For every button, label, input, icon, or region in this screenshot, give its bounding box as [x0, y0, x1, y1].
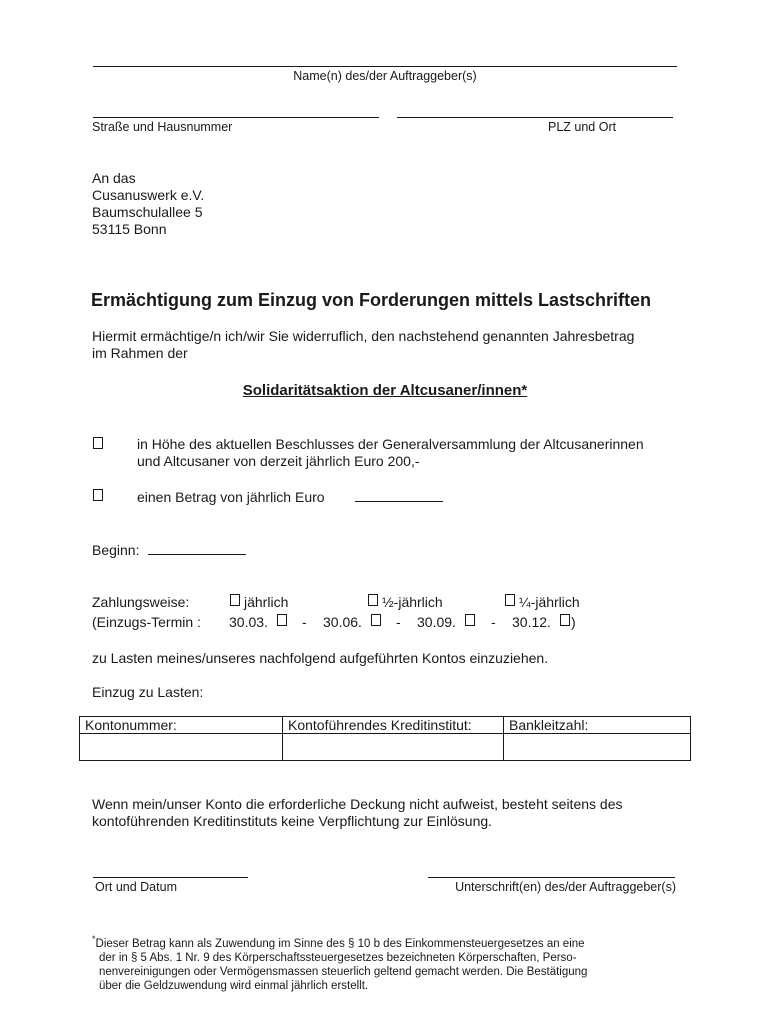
bank-code-header: Bankleitzahl:: [504, 717, 691, 734]
term-date-4: 30.12.: [512, 614, 551, 630]
name-line: [93, 66, 677, 67]
account-table: [79, 716, 691, 761]
intro-text: [92, 328, 634, 362]
footnote-line-3: nenvereinigungen oder Vermögensmassen steuerlich geltend gemacht werden. Die Bestätigung: [99, 965, 588, 978]
intro-line-2: im Rahmen der: [92, 345, 188, 361]
account-number-field[interactable]: [80, 734, 283, 761]
address-line-2: Cusanuswerk e.V.: [92, 187, 205, 203]
custom-amount-field[interactable]: [355, 487, 443, 502]
payment-half-yearly-checkbox[interactable]: [368, 594, 378, 606]
term-sep-3: -: [491, 614, 496, 630]
coverage-line-2: kontoführenden Kreditinstituts keine Verpflichtung zur Einlösung.: [92, 813, 493, 829]
option-current-amount-text: [137, 436, 644, 470]
payment-quarterly-checkbox[interactable]: [505, 594, 515, 606]
account-table-value-row: [80, 734, 691, 761]
footnote-line-1: Dieser Betrag kann als Zuwendung im Sinne des § 10 b des Einkommensteuergesetzes an eine: [95, 937, 585, 950]
campaign-subtitle: Solidaritätsaktion der Altcusaner/innen*: [242, 382, 528, 399]
term-date-3: 30.09.: [417, 614, 456, 630]
start-label: Beginn:: [92, 542, 140, 558]
term-date-2: 30.06.: [323, 614, 362, 630]
term-close: ): [571, 614, 576, 630]
term-label: (Einzugs-Termin :: [92, 614, 201, 630]
plz-line: [397, 117, 673, 118]
street-line: [93, 117, 379, 118]
signature-label: Unterschrift(en) des/der Auftraggeber(s): [455, 880, 676, 894]
start-date-field[interactable]: [148, 540, 246, 555]
term-date-1-checkbox[interactable]: [277, 614, 287, 626]
option1-line-1: in Höhe des aktuellen Beschlusses der Generalversammlung der Altcusanerinnen: [137, 436, 644, 452]
debit-from-label: Einzug zu Lasten:: [92, 684, 204, 700]
payment-half-yearly-label: ½-jährlich: [382, 594, 443, 610]
payment-quarterly-label: ¼-jährlich: [519, 594, 580, 610]
option-custom-amount-label: einen Betrag von jährlich Euro: [137, 489, 325, 505]
term-date-1: 30.03.: [229, 614, 268, 630]
term-date-2-checkbox[interactable]: [371, 614, 381, 626]
document-title: Ermächtigung zum Einzug von Forderungen mittels Lastschriften: [91, 290, 652, 310]
payment-yearly-label: jährlich: [244, 594, 289, 610]
name-label: Name(n) des/der Auftraggeber(s): [293, 69, 477, 83]
place-date-label: Ort und Datum: [95, 880, 177, 894]
term-sep-1: -: [302, 614, 307, 630]
footnote-line-4: über die Geldzuwendung wird einmal jährlich erstellt.: [99, 979, 369, 992]
footnote-mark: *: [92, 934, 96, 944]
address-line-1: An das: [92, 170, 136, 186]
payment-label: Zahlungsweise:: [92, 594, 190, 610]
bank-institution-field[interactable]: [283, 734, 504, 761]
plz-label: PLZ und Ort: [548, 120, 617, 134]
address-line-3: Baumschulallee 5: [92, 204, 203, 220]
term-date-4-checkbox[interactable]: [560, 614, 570, 626]
account-number-header: Kontonummer:: [80, 717, 283, 734]
street-label: Straße und Hausnummer: [92, 120, 233, 134]
option-current-amount-checkbox[interactable]: [93, 437, 103, 449]
recipient-address: [92, 170, 204, 238]
bank-institution-header: Kontoführendes Kreditinstitut:: [283, 717, 504, 734]
footnote: [92, 932, 587, 993]
coverage-text: [92, 796, 622, 830]
option-custom-amount-checkbox[interactable]: [93, 489, 103, 501]
signature-line[interactable]: [428, 877, 675, 878]
bank-code-field[interactable]: [504, 734, 691, 761]
debit-text: zu Lasten meines/unseres nachfolgend aufgeführten Kontos einzuziehen.: [92, 650, 549, 666]
account-table-header-row: [80, 717, 691, 734]
term-date-3-checkbox[interactable]: [465, 614, 475, 626]
payment-yearly-checkbox[interactable]: [230, 594, 240, 606]
term-sep-2: -: [396, 614, 401, 630]
coverage-line-1: Wenn mein/unser Konto die erforderliche Deckung nicht aufweist, besteht seitens des: [92, 796, 623, 812]
intro-line-1: Hiermit ermächtige/n ich/wir Sie widerruflich, den nachstehend genannten Jahresbetrag: [92, 328, 635, 344]
address-line-4: 53115 Bonn: [92, 221, 167, 237]
option1-line-2: und Altcusaner von derzeit jährlich Euro 200,-: [137, 453, 420, 469]
footnote-line-2: der in § 5 Abs. 1 Nr. 9 des Körperschaftssteuergesetzes bezeichneten Körperschaften, Perso-: [99, 951, 577, 964]
place-date-line[interactable]: [93, 877, 248, 878]
